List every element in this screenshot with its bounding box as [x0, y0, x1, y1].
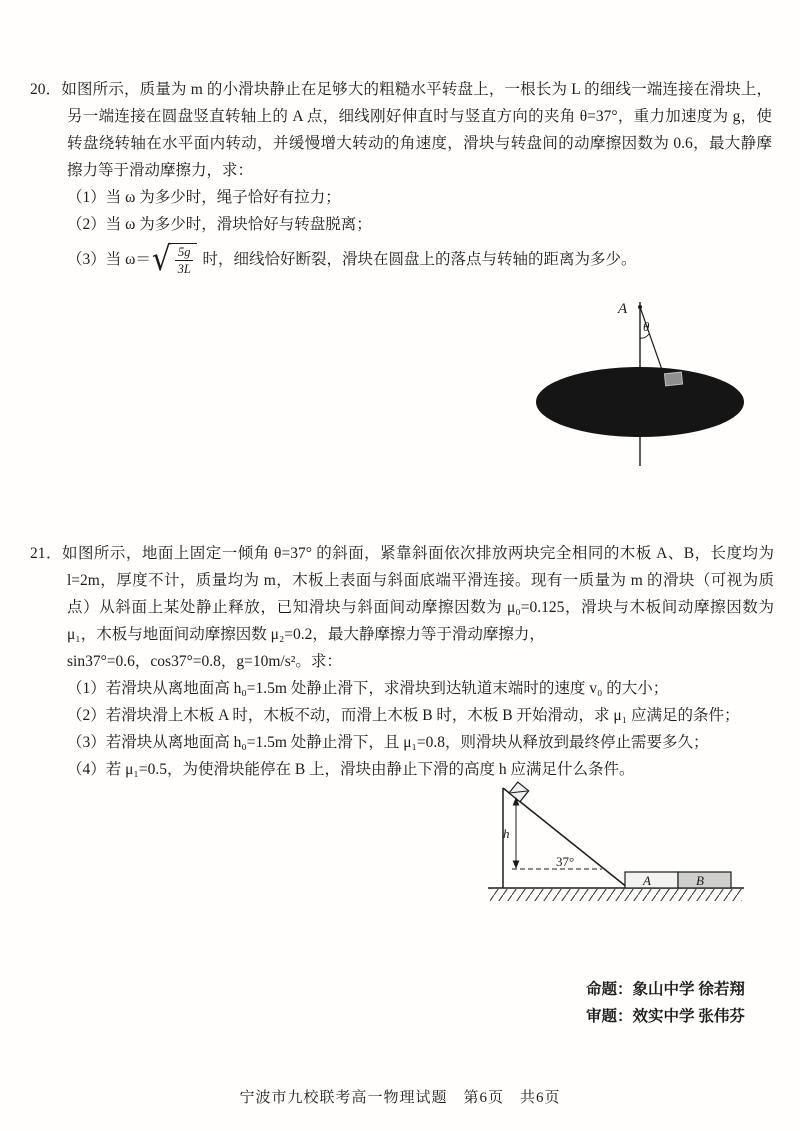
board-a — [625, 872, 678, 888]
board-b-label: B — [696, 873, 704, 888]
problem20-item-2: （2）当 ω 为多少时，滑块恰好与转盘脱离； — [67, 216, 372, 233]
problem-21 — [30, 540, 774, 783]
theta-label: θ — [643, 319, 650, 334]
problem21-item-1: （1）若滑块从离地面高 h₀=1.5m 处静止滑下，求滑块到达轨道末端时的速度 v₀ 的大小； — [67, 680, 669, 697]
slider-block — [664, 372, 682, 386]
incline-outline — [503, 788, 628, 888]
problem20-body: 如图所示，质量为 m 的小滑块静止在足够大的粗糙水平转盘上，一根长为 L 的细线一端连接在滑块上，另一端连接在圆盘竖直转轴上的 A 点，细线刚好伸直时与竖直方向的夹角 θ=37°，重力加速度为 g，使转盘绕转轴在水平面内转动，并缓慢增大转动的角速度，滑块与转盘间的动摩擦因数为 0.6，最大静摩擦力等于滑动摩擦力，求： — [61, 81, 772, 179]
board-a-label: A — [643, 873, 651, 888]
sliding-block — [509, 782, 529, 802]
fraction-numerator: 5g — [175, 245, 194, 261]
theta-angle-arc — [640, 334, 649, 338]
incline-angle-label: 37° — [556, 854, 575, 869]
problem20-number: 20． — [30, 81, 62, 98]
point-a-dot — [638, 305, 642, 309]
author-credits — [586, 976, 745, 1030]
fraction — [171, 243, 198, 277]
page-footer: 宁波市九校联考高一物理试题 第6页 共6页 — [239, 1090, 561, 1106]
height-arrow-down — [513, 861, 520, 870]
fraction-denominator: 3L — [177, 262, 191, 277]
problem20-intro — [30, 76, 772, 184]
point-a-label: A — [618, 301, 628, 317]
problem21-body: 如图所示，地面上固定一倾角 θ=37° 的斜面，紧靠斜面依次排放两块完全相同的木板 A、B，长度均为 l=2m，厚度不计，质量均为 m，木板上表面与斜面底端平滑连接。现有一质量为 m 的滑块（可视为质点）从斜面上某处静止释放，已知滑块与斜面间动摩擦因数为 μ₀=0.125，滑块与木板间动摩擦因数为 μ₁，木板与地面间动摩擦因数 μ₂=0.2，最大静摩擦力等于滑动摩擦力， — [61, 545, 774, 643]
height-label: h — [503, 826, 510, 841]
problem20-item-1: （1）当 ω 为多少时，绳子恰好有拉力； — [67, 189, 341, 206]
ground-hatching — [490, 889, 742, 901]
sqrt-expression — [151, 239, 198, 279]
proposer-line: 命题：象山中学 徐若翔 — [586, 981, 745, 998]
problem20-item-3 — [30, 239, 772, 279]
radical-sign: √ — [151, 239, 171, 279]
reviewer-line: 审题：效实中学 张伟芬 — [586, 1008, 745, 1025]
figure-turntable — [515, 286, 765, 486]
item3-suffix: 时，细线恰好断裂，滑块在圆盘上的落点与转轴的距离为多少。 — [202, 251, 637, 269]
problem21-item-4: （4）若 μ₁=0.5，为使滑块能停在 B 上，滑块由静止下滑的高度 h 应满足什么条件。 — [67, 761, 635, 778]
problem21-item-2: （2）若滑块滑上木板 A 时，木板不动，而滑上木板 B 时，木板 B 开始滑动，求 μ₁ 应满足的条件； — [67, 707, 740, 724]
problem21-item-3: （3）若滑块从离地面高 h₀=1.5m 处静止滑下，且 μ₁=0.8，则滑块从释放到最终停止需要多久； — [67, 734, 709, 751]
problem21-number: 21． — [30, 545, 62, 562]
problem21-constants: sin37°=0.6，cos37°=0.8，g=10m/s²。求： — [67, 653, 342, 670]
figure-incline — [476, 778, 751, 913]
turntable-disk — [536, 367, 744, 437]
problem21-intro — [30, 540, 774, 648]
board-b — [678, 872, 731, 888]
problem-20 — [30, 76, 772, 277]
item3-prefix: （3）当 ω＝ — [67, 251, 151, 269]
